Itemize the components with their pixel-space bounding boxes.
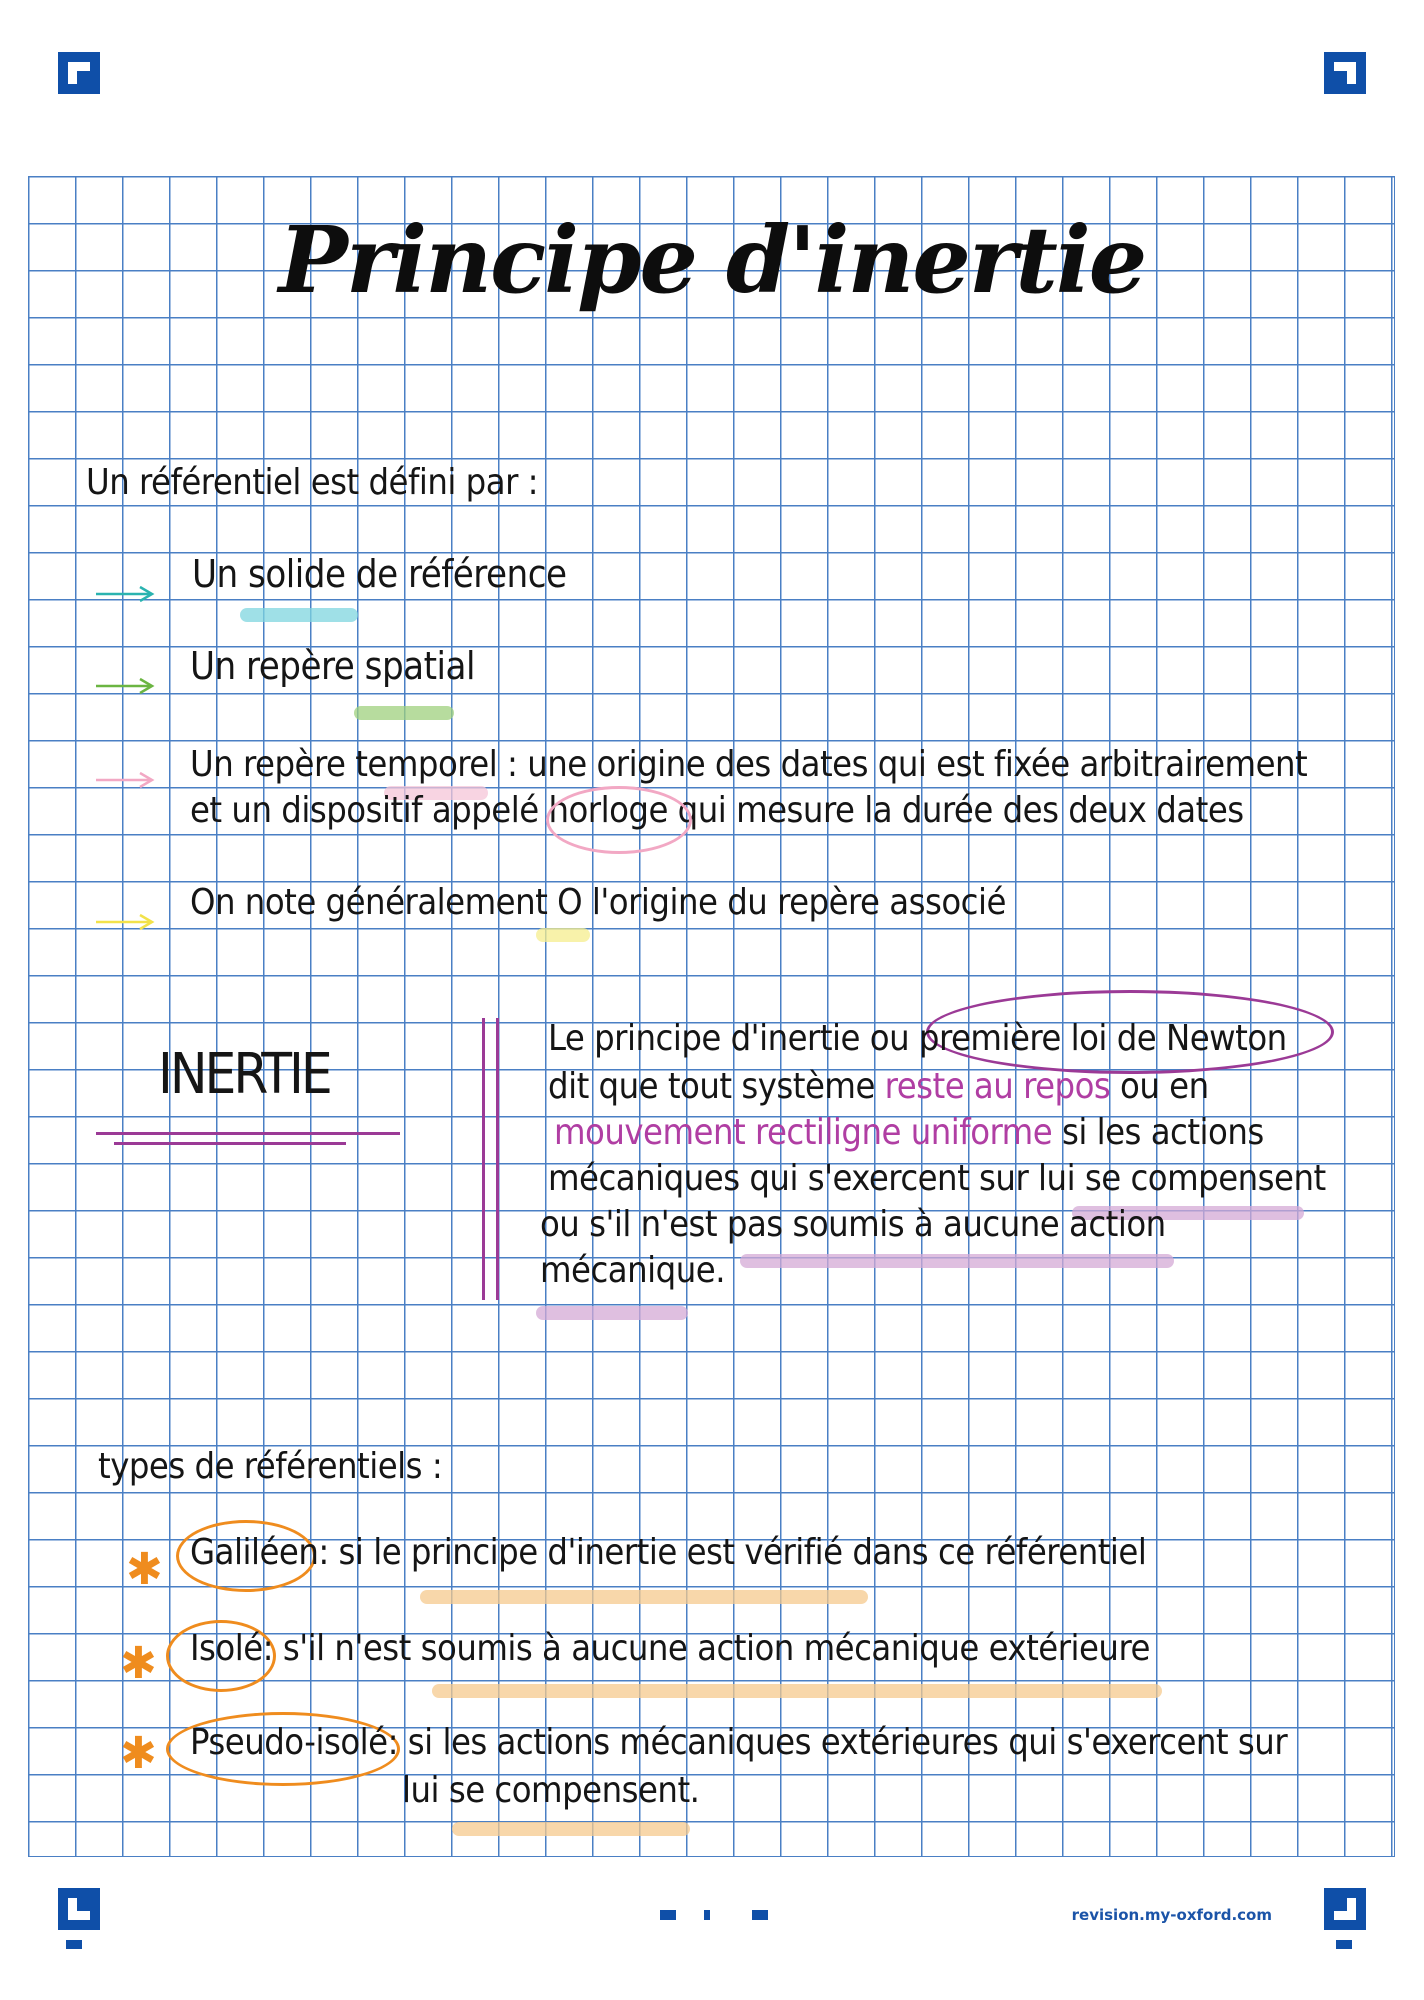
inertie-line1-a: Le principe d'inertie ou xyxy=(548,1018,919,1059)
margin-bar-2 xyxy=(496,1018,499,1300)
green-arrow-icon xyxy=(94,676,156,696)
pink-arrow-icon xyxy=(94,770,156,790)
highlight-pseudo xyxy=(452,1822,690,1836)
corner-logo-bottom-right xyxy=(1324,1888,1366,1930)
corner-dash-bottom-right xyxy=(1336,1940,1352,1949)
inertie-underline-2 xyxy=(114,1142,346,1145)
footer-url-link[interactable]: revision.my-oxford.com xyxy=(1071,1906,1272,1924)
isole-def: : s'il n'est soumis à aucune action mécanique extérieure xyxy=(262,1628,1150,1669)
footer-dash-3 xyxy=(752,1910,768,1920)
highlight-solide xyxy=(240,608,358,622)
footer-dash-1 xyxy=(660,1910,676,1920)
item-repere-temporel-line2: et un dispositif appelé horloge qui mesure la durée des deux dates xyxy=(190,790,1244,831)
pseudo-def1: : si les actions mécaniques extérieures qui s'exercent sur xyxy=(387,1722,1288,1763)
inertie-line2-b: reste au repos xyxy=(884,1066,1111,1107)
footer-dash-2 xyxy=(704,1910,710,1920)
inertie-line5: ou s'il n'est pas soumis à aucune action xyxy=(540,1204,1166,1245)
inertie-line3 xyxy=(554,1112,1264,1153)
pseudo-term: Pseudo-isolé xyxy=(190,1722,388,1763)
inertie-line6: mécanique. xyxy=(540,1250,725,1291)
galileen-def: : si le principe d'inertie est vérifié dans ce référentiel xyxy=(318,1532,1147,1573)
item-repere-spatial: Un repère spatial xyxy=(190,644,475,688)
pseudo-line2: lui se compensent. xyxy=(402,1770,700,1811)
inertie-underline-1 xyxy=(96,1132,400,1135)
margin-bar-1 xyxy=(482,1018,485,1300)
isole-line xyxy=(190,1628,1150,1669)
highlight-mecanique xyxy=(536,1306,688,1320)
highlight-spatial xyxy=(354,706,454,720)
galileen-line xyxy=(190,1532,1146,1573)
inertie-line1 xyxy=(548,1018,1287,1059)
inertie-heading: INERTIE xyxy=(158,1042,330,1107)
corner-logo-top-left xyxy=(58,52,100,94)
highlight-origine xyxy=(536,928,590,942)
isole-term: Isolé xyxy=(190,1628,263,1669)
inertie-line2 xyxy=(548,1066,1209,1107)
pseudo-line1 xyxy=(190,1722,1287,1763)
star-icon: ✱ xyxy=(120,1638,157,1689)
corner-dash-bottom-left xyxy=(66,1940,82,1949)
inertie-line2-a: dit que tout système xyxy=(548,1066,885,1107)
item-repere-temporel-line1: Un repère temporel : une origine des dates qui est fixée arbitrairement xyxy=(190,744,1308,785)
galileen-term: Galiléen xyxy=(190,1532,319,1573)
item-origine: On note généralement O l'origine du repère associé xyxy=(190,882,1006,923)
teal-arrow-icon xyxy=(94,584,156,604)
highlight-isole xyxy=(432,1684,1162,1698)
corner-logo-top-right xyxy=(1324,52,1366,94)
inertie-line3-b: si les actions xyxy=(1052,1112,1264,1153)
star-icon: ✱ xyxy=(120,1728,157,1779)
intro-text: Un référentiel est défini par : xyxy=(86,462,539,503)
inertie-line4: mécaniques qui s'exercent sur lui se compensent xyxy=(548,1158,1326,1199)
star-icon: ✱ xyxy=(126,1544,163,1595)
inertie-line2-c: ou en xyxy=(1110,1066,1209,1107)
highlight-pas-soumis xyxy=(740,1254,1174,1268)
item-solide: Un solide de référence xyxy=(192,552,567,596)
highlight-galileen xyxy=(420,1590,868,1604)
circle-horloge xyxy=(546,786,692,854)
inertie-line3-a: mouvement rectiligne uniforme xyxy=(554,1112,1053,1153)
types-heading: types de référentiels : xyxy=(98,1446,443,1487)
page-title: Principe d'inertie xyxy=(278,206,1146,314)
inertie-line1-b: première loi de Newton xyxy=(918,1018,1287,1059)
yellow-arrow-icon xyxy=(94,912,156,932)
corner-logo-bottom-left xyxy=(58,1888,100,1930)
